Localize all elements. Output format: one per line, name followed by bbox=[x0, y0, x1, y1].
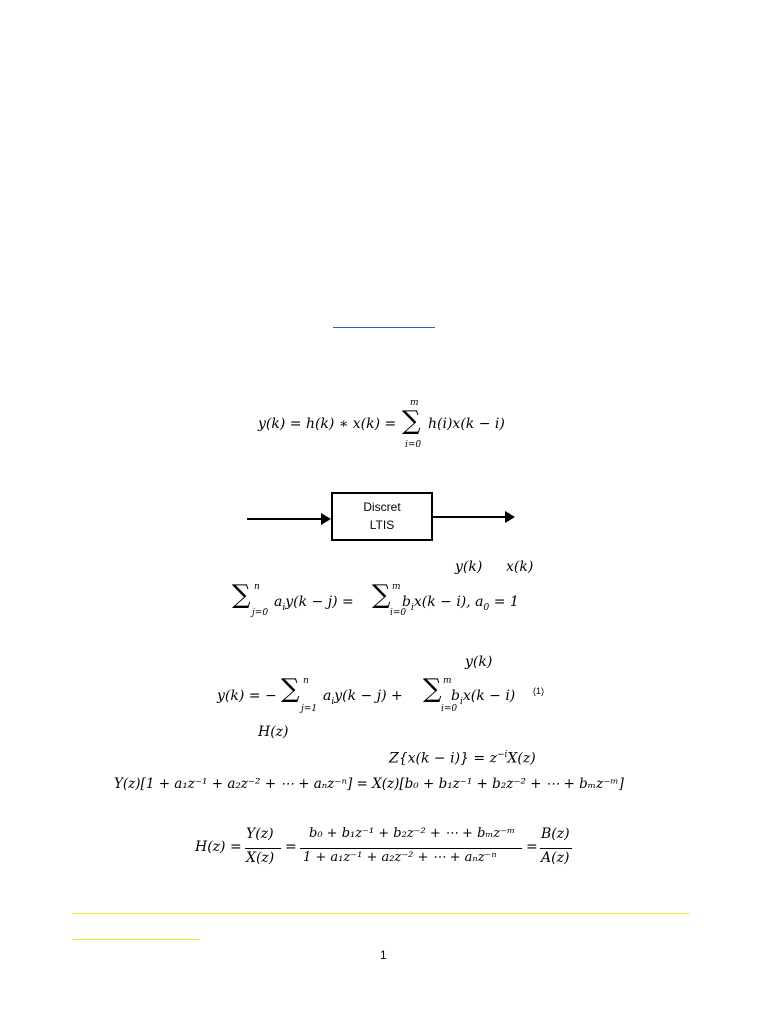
eq-diff-term1: $a_iy(k - j)$ = bbox=[274, 594, 354, 613]
equals-sign: = bbox=[285, 839, 297, 855]
eq-solved-sum2-top: m bbox=[443, 676, 452, 686]
page-number: 1 bbox=[380, 948, 387, 962]
eq-tf-frac3-num: B(z) bbox=[541, 826, 570, 842]
eq-diff-term2: $b_ix(k - i)$, $a_0 = 1$ bbox=[402, 594, 519, 613]
eq-tf-frac2-den: 1 + a₁z⁻¹ + a₂z⁻² + ⋯ + aₙz⁻ⁿ bbox=[303, 850, 497, 865]
eq-tf-frac2-num: b₀ + b₁z⁻¹ + b₂z⁻² + ⋯ + bₘz⁻ᵐ bbox=[309, 826, 516, 841]
fraction-bar bbox=[540, 848, 572, 849]
eq-tf-lhs: H(z) = bbox=[195, 839, 242, 855]
sum-sign: ∑ bbox=[423, 674, 442, 704]
output-arrow bbox=[433, 516, 513, 518]
input-arrow bbox=[247, 518, 329, 520]
eq-solved-term1: $a_iy(k - j)$ + bbox=[323, 688, 403, 707]
eq-solved-sum2-bottom: i=0 bbox=[441, 704, 458, 714]
fraction-bar bbox=[245, 848, 281, 849]
eq-solved-sum1-bottom: j=1 bbox=[301, 704, 318, 714]
equation-z-transform: Y(z)[1 + a₁z⁻¹ + a₂z⁻² + ⋯ + aₙz⁻ⁿ] = X(z)[b₀ + b₁z⁻¹ + b₂z⁻² + ⋯ + bₘz⁻ᵐ] bbox=[114, 776, 624, 792]
eq-conv-lhs: y(k) = h(k) ∗ x(k) = bbox=[258, 416, 397, 432]
sum-sign: ∑ bbox=[402, 406, 421, 436]
block-line2: LTIS bbox=[369, 518, 395, 532]
eq-tf-frac1-num: Y(z) bbox=[246, 826, 274, 842]
equation-shift: $Z\{x(k - i)\} = z^{-i}X(z)$ bbox=[389, 750, 536, 767]
eq-conv-term: h(i)x(k − i) bbox=[428, 416, 505, 432]
eq-diff-sum2-bottom: i=0 bbox=[390, 608, 407, 618]
eq-conv-sum-bottom: i=0 bbox=[405, 440, 422, 450]
sum-sign: ∑ bbox=[232, 580, 251, 610]
eq-diff-sum2-top: m bbox=[392, 582, 401, 592]
highlight-line-2 bbox=[72, 939, 200, 940]
eq-tf-frac1-den: X(z) bbox=[246, 850, 275, 866]
equals-sign: = bbox=[526, 839, 538, 855]
eq-tf-frac3-den: A(z) bbox=[541, 850, 570, 866]
label-Hz: H(z) bbox=[258, 724, 289, 740]
eq-solved-lhs: y(k) = − bbox=[217, 688, 277, 704]
equation-solved bbox=[217, 676, 577, 716]
label-xk: x(k) bbox=[506, 559, 534, 575]
eq-solved-sum1-top: n bbox=[303, 676, 309, 686]
eq-diff-sum1-bottom: j=0 bbox=[252, 608, 269, 618]
fraction-bar bbox=[300, 848, 522, 849]
link-underline[interactable] bbox=[333, 327, 435, 328]
sum-sign: ∑ bbox=[372, 580, 391, 610]
label-yk-2: y(k) bbox=[465, 654, 493, 670]
label-yk: y(k) bbox=[455, 559, 483, 575]
eq-diff-sum1-top: n bbox=[254, 582, 260, 592]
sum-sign: ∑ bbox=[281, 674, 300, 704]
block-line1: Discret bbox=[363, 500, 401, 514]
eq-solved-term2: $b_ix(k - i)$ bbox=[451, 688, 516, 707]
eq-conv-sum-top: m bbox=[410, 398, 419, 408]
equation-number: (1) bbox=[533, 686, 544, 696]
equation-transfer-function bbox=[195, 826, 575, 870]
highlight-line-1 bbox=[72, 913, 690, 914]
system-block bbox=[331, 492, 433, 541]
